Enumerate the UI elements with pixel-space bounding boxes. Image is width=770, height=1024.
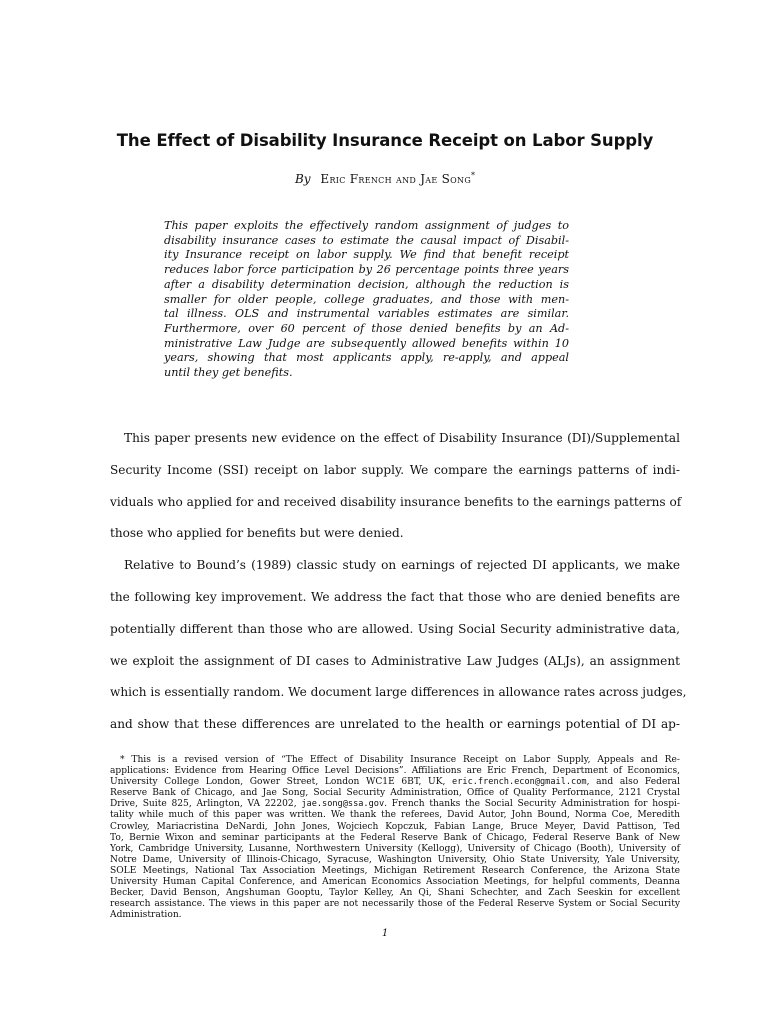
footnote-line: To, Bernie Wixon and seminar participants at the Federal Reserve Bank of Chicago, Federal Reserve Bank of New <box>110 832 680 843</box>
footnote-line: Reserve Bank of Chicago, and Jae Song, Social Security Administration, Office of Quality Performance, 2121 Crystal <box>110 788 680 799</box>
body-line: Security Income (SSI) receipt on labor supply. We compare the earnings patterns of indi- <box>110 462 680 477</box>
abstract-line: until they get benefits. <box>164 366 293 380</box>
abstract-line: Furthermore, over 60 percent of those denied benefits by an Ad- <box>164 321 569 335</box>
footnote-text: Drive, Suite 825, Arlington, VA 22202, <box>110 799 302 810</box>
email-link-french[interactable]: eric.french.econ@gmail.com <box>452 777 587 788</box>
body-line: which is essentially random. We document large differences in allowance rates across judges, <box>110 685 687 700</box>
footnote-line: Administration. <box>110 910 182 921</box>
byline-by: By <box>294 172 311 186</box>
footnote-text: . French thanks the Social Security Administration for hospi- <box>384 799 681 810</box>
footnote-text: , and also Federal <box>586 777 680 788</box>
body-line: viduals who applied for and received disability insurance benefits to the earnings patterns of <box>110 494 682 509</box>
footnote-line <box>110 777 680 788</box>
footnote-line: Notre Dame, University of Illinois-Chicago, Syracuse, Washington University, Ohio State University, Yale University, <box>110 854 680 865</box>
author-footnote-marker: * <box>471 171 476 180</box>
footnote-line: tality while much of this paper was written. We thank the referees, David Autor, John Bound, Norma Coe, Meredith <box>110 810 680 821</box>
abstract-line: smaller for older people, college graduates, and those with men- <box>164 292 569 306</box>
abstract-line: tal illness. OLS and instrumental variables estimates are similar. <box>164 307 569 321</box>
body-line: This paper presents new evidence on the effect of Disability Insurance (DI)/Supplemental <box>124 431 680 445</box>
footnote <box>110 755 680 921</box>
body-line: the following key improvement. We address the fact that those who are denied benefits are <box>110 589 680 604</box>
footnote-line: SOLE Meetings, National Tax Association Meetings, Michigan Retirement Research Conference, the Arizona State <box>110 865 680 876</box>
page-number: 1 <box>381 928 389 939</box>
abstract <box>164 219 569 381</box>
body-line: we exploit the assignment of DI cases to Administrative Law Judges (ALJs), an assignment <box>110 653 680 668</box>
abstract-line: disability insurance cases to estimate the causal impact of Disabil- <box>164 233 569 247</box>
byline <box>0 171 770 186</box>
abstract-line: reduces labor force participation by 26 percentage points three years <box>164 263 569 277</box>
abstract-line: This paper exploits the effectively random assignment of judges to <box>164 219 569 232</box>
footnote-line: research assistance. The views in this paper are not necessarily those of the Federal Reserve System or Social Security <box>110 899 680 910</box>
footnote-text: University College London, Gower Street, London WC1E 6BT, UK, <box>110 777 453 788</box>
body-line: potentially different than those who are allowed. Using Social Security administrative data, <box>110 621 680 636</box>
footnote-line <box>110 799 680 810</box>
footnote-line: Crowley, Mariacristina DeNardi, John Jones, Wojciech Kopczuk, Fabian Lange, Bruce Meyer, David Pattison, Ted <box>110 821 680 832</box>
footnote-line: applications: Evidence from Hearing Office Level Decisions”. Affiliations are Eric French, Department of Economics, <box>110 766 680 777</box>
abstract-line: ministrative Law Judge are subsequently allowed benefits within 10 <box>164 336 569 350</box>
paper-title: The Effect of Disability Insurance Receipt on Labor Supply <box>116 131 654 150</box>
body-line: and show that these differences are unrelated to the health or earnings potential of DI ap- <box>110 717 680 732</box>
body-text <box>110 427 687 745</box>
byline-authors: Eric French and Jae Song <box>320 172 472 186</box>
footnote-line: York, Cambridge University, Lusanne, Northwestern University (Kellogg), University of Chicago (Booth), University of <box>110 843 680 854</box>
abstract-line: ity Insurance receipt on labor supply. We find that benefit receipt <box>164 248 569 262</box>
footnote-line: * This is a revised version of “The Effect of Disability Insurance Receipt on Labor Supply, Appeals and Re- <box>120 755 680 765</box>
footnote-line: University Human Capital Conference, and American Economics Association Meetings, for helpful comments, Deanna <box>110 877 680 888</box>
abstract-line: after a disability determination decision, although the reduction is <box>164 277 569 291</box>
body-line: those who applied for benefits but were denied. <box>110 526 404 541</box>
footnote-line: Becker, David Benson, Angshuman Gooptu, Taylor Kelley, An Qi, Shani Schechter, and Zach Seeskin for excellent <box>110 888 680 899</box>
email-link-song[interactable]: jae.song@ssa.gov <box>301 799 385 810</box>
body-line: Relative to Bound’s (1989) classic study on earnings of rejected DI applicants, we make <box>124 558 680 573</box>
abstract-line: years, showing that most applicants apply, re-apply, and appeal <box>164 351 569 365</box>
